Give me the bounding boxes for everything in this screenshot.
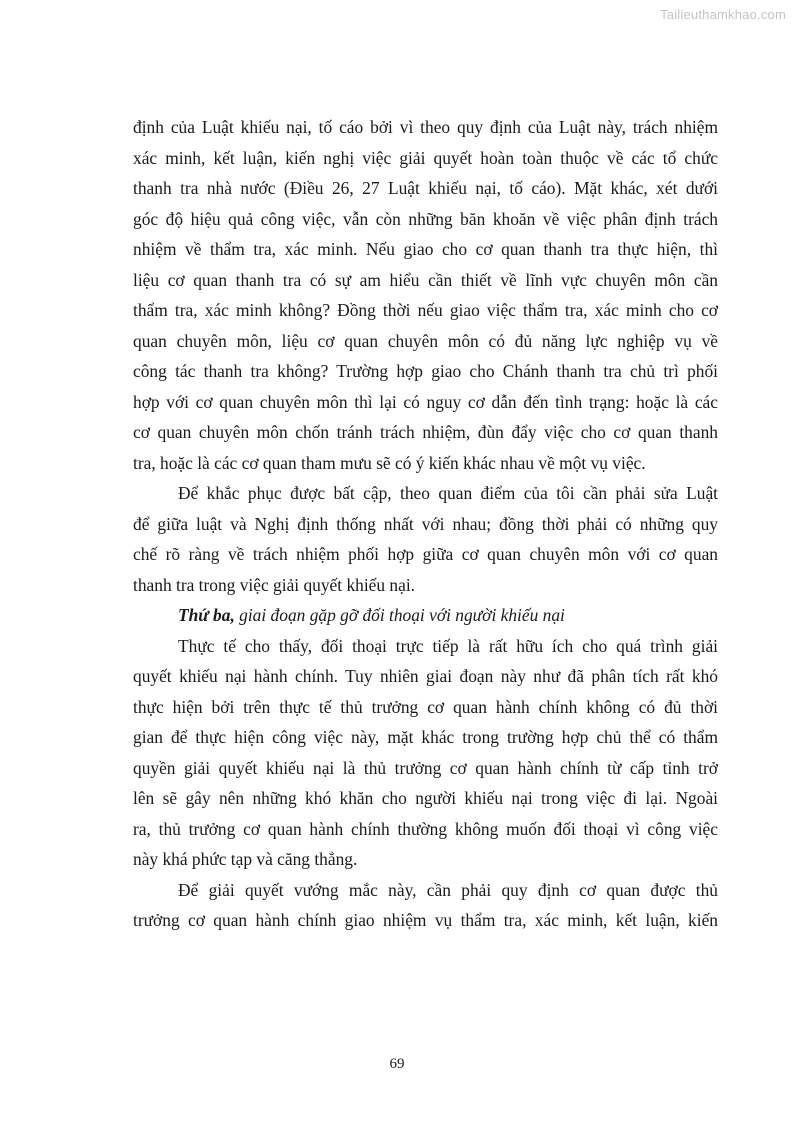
text-line: định của Luật khiếu nại, tố cáo bởi vì theo quy định của Luật này, trách nhiệm xyxy=(133,117,718,137)
subheading-text: giai đoạn gặp gỡ đối thoại với người khiếu nại xyxy=(234,605,565,625)
text-line: xác minh, kết luận, kiến nghị việc giải quyết hoàn toàn thuộc về các tổ chức xyxy=(133,147,718,168)
text-line: Để khắc phục được bất cập, theo quan điểm của tôi cần phải sửa Luật xyxy=(178,483,718,503)
text-line: thanh tra trong việc giải quyết khiếu nại. xyxy=(133,574,416,595)
text-line: quyết khiếu nại hành chính. Tuy nhiên giai đoạn này như đã phân tích rất khó xyxy=(133,666,718,686)
paragraph xyxy=(133,478,718,600)
text-line: để giữa luật và Nghị định thống nhất với nhau; đồng thời phải có những quy xyxy=(133,513,718,534)
paragraph xyxy=(133,875,718,936)
text-line: Thực tế cho thấy, đối thoại trực tiếp là rất hữu ích cho quá trình giải xyxy=(178,635,718,656)
text-line: thực hiện bởi trên thực tế thủ trưởng cơ quan hành chính không có đủ thời xyxy=(133,696,718,717)
text-line: nhiệm về thẩm tra, xác minh. Nếu giao cho cơ quan thanh tra thực hiện, thì xyxy=(133,239,718,259)
text-line: chế rõ ràng về trách nhiệm phối hợp giữa cơ quan chuyên môn với cơ quan xyxy=(133,544,718,564)
text-line: lên sẽ gây nên những khó khăn cho người khiếu nại trong việc đi lại. Ngoài xyxy=(133,788,718,808)
text-line: quyền giải quyết khiếu nại là thủ trưởng cơ quan hành chính từ cấp tỉnh trở xyxy=(133,757,718,778)
text-line: này khá phức tạp và căng thẳng. xyxy=(133,849,358,869)
text-line: trưởng cơ quan hành chính giao nhiệm vụ thẩm tra, xác minh, kết luận, kiến xyxy=(133,910,718,930)
watermark: Tailieuthamkhao.com xyxy=(660,7,786,22)
text-line: Để giải quyết vướng mắc này, cần phải quy định cơ quan được thủ xyxy=(178,879,718,900)
text-line: hợp với cơ quan chuyên môn thì lại có nguy cơ dẫn đến tình trạng: hoặc là các xyxy=(133,391,718,412)
paragraph xyxy=(133,631,718,875)
text-line: thanh tra nhà nước (Điều 26, 27 Luật khiếu nại, tố cáo). Mặt khác, xét dưới xyxy=(133,178,718,198)
page-body xyxy=(133,112,718,936)
text-line: gian để thực hiện công việc này, mặt khác trong trường hợp chủ thể có thẩm xyxy=(133,727,718,747)
text-line: góc độ hiệu quả công việc, vẫn còn những băn khoăn về việc phân định trách xyxy=(133,208,718,229)
text-line: thẩm tra, xác minh không? Đồng thời nếu giao việc thẩm tra, xác minh cho cơ xyxy=(133,300,718,320)
page-number: 69 xyxy=(389,1056,405,1072)
text-line: ra, thủ trưởng cơ quan hành chính thường không muốn đối thoại vì công việc xyxy=(133,818,718,839)
text-line: cơ quan chuyên môn chốn tránh trách nhiệm, đùn đẩy việc cho cơ quan thanh xyxy=(133,422,718,442)
text-line: quan chuyên môn, liệu cơ quan chuyên môn có đủ năng lực nghiệp vụ về xyxy=(133,330,718,351)
text-line: công tác thanh tra không? Trường hợp giao cho Chánh thanh tra chủ trì phối xyxy=(133,361,718,381)
section-subheading xyxy=(133,600,718,631)
paragraph xyxy=(133,112,718,478)
text-line: tra, hoặc là các cơ quan tham mưu sẽ có ý kiến khác nhau về một vụ việc. xyxy=(133,452,646,473)
subheading-lead: Thứ ba, xyxy=(178,605,235,625)
text-line: liệu cơ quan thanh tra có sự am hiểu cần thiết về lĩnh vực chuyên môn cần xyxy=(133,269,718,290)
